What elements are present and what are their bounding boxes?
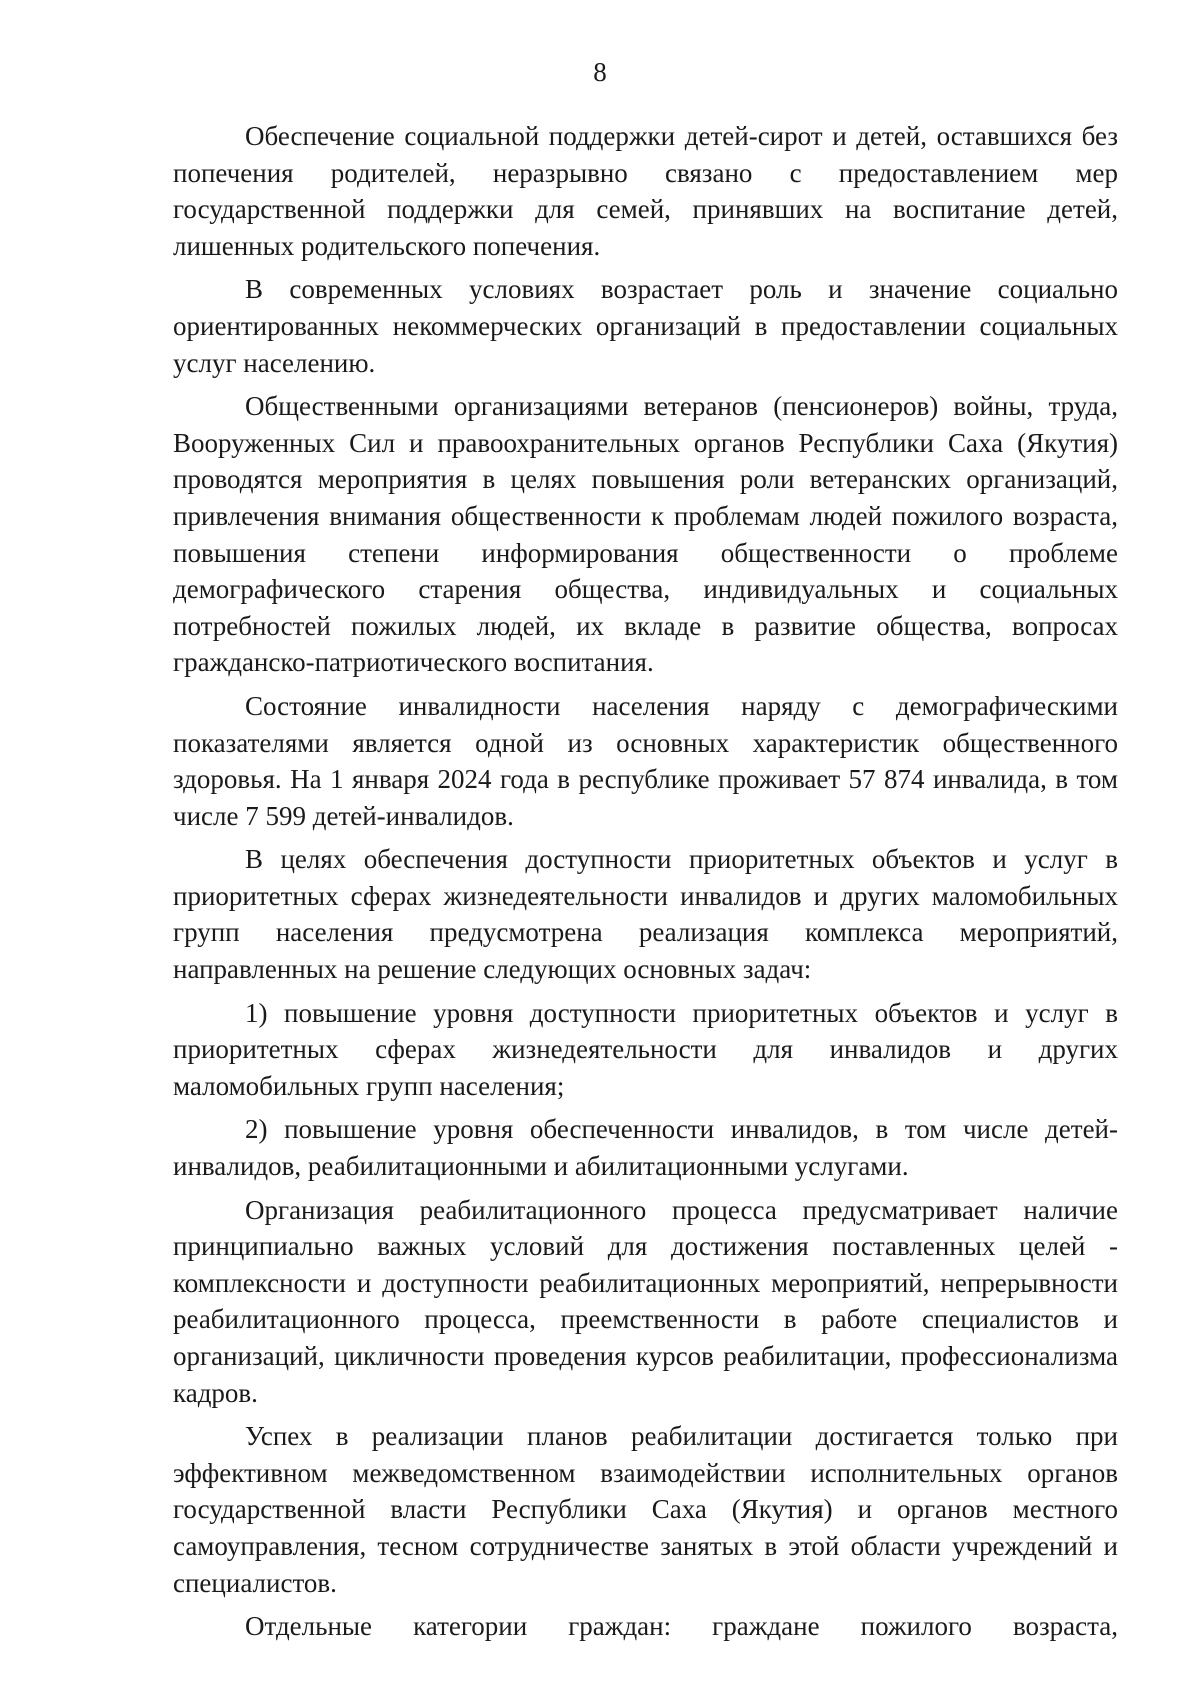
paragraph-rehabilitation-success: Успех в реализации планов реабилитации достигается только при эффективном межведомственном взаимодействии исполнительных органов государственной власти Республики Саха (Якутия) и органов местного самоуправления, тесном сотрудничестве занятых в этой области учреждений и специалистов.: [173, 1421, 1118, 1598]
paragraph-citizen-categories: Отдельные категории граждан: граждане пожилого возраста,: [245, 1611, 1118, 1642]
list-item-task-2: 2) повышение уровня обеспеченности инвалидов, в том числе детей-инвалидов, реабилитационными и абилитационными услугами.: [173, 1114, 1118, 1182]
paragraph-nonprofit-role: В современных условиях возрастает роль и значение социально ориентированных некоммерческих организаций в предоставлении социальных услуг населению.: [173, 274, 1118, 378]
list-item-task-1: 1) повышение уровня доступности приоритетных объектов и услуг в приоритетных сферах жизнедеятельности для инвалидов и других маломобильных групп населения;: [173, 997, 1118, 1101]
paragraph-disability-statistics: Состояние инвалидности населения наряду с демографическими показателями является одной из основных характеристик общественного здоровья. На 1 января 2024 года в республике проживает 57 874 инвалида, в том числе 7 599 детей-инвалидов.: [173, 690, 1118, 831]
paragraph-rehabilitation-process: Организация реабилитационного процесса предусматривает наличие принципиально важных условий для достижения поставленных целей - комплексности и доступности реабилитационных мероприятий, непрерывности реабилитационного процесса, преемственности в работе специалистов и организаций, цикличности проведения курсов реабилитации, профессионализма кадров.: [173, 1194, 1118, 1408]
paragraph-orphan-support: Обеспечение социальной поддержки детей-сирот и детей, оставшихся без попечения родителей, неразрывно связано с предоставлением мер государственной поддержки для семей, принявших на воспитание детей, лишенных родительского попечения.: [173, 121, 1118, 261]
document-body: [173, 118, 1118, 1652]
paragraph-veteran-organizations: Общественными организациями ветеранов (пенсионеров) войны, труда, Вооруженных Сил и правоохранительных органов Республики Саха (Якутия) проводятся мероприятия в целях повышения роли ветеранских организаций, привлечения внимания общественности к проблемам людей пожилого возраста, повышения степени информирования общественности о проблеме демографического старения общества, индивидуальных и социальных потребностей пожилых людей, их вкладе в развитие общества, вопросах гражданско-патриотического воспитания.: [173, 391, 1118, 678]
paragraph-accessibility-goals: В целях обеспечения доступности приоритетных объектов и услуг в приоритетных сферах жизнедеятельности инвалидов и других маломобильных групп населения предусмотрена реализация комплекса мероприятий, направленных на решение следующих основных задач:: [173, 844, 1118, 985]
page-number: 8: [593, 57, 607, 87]
